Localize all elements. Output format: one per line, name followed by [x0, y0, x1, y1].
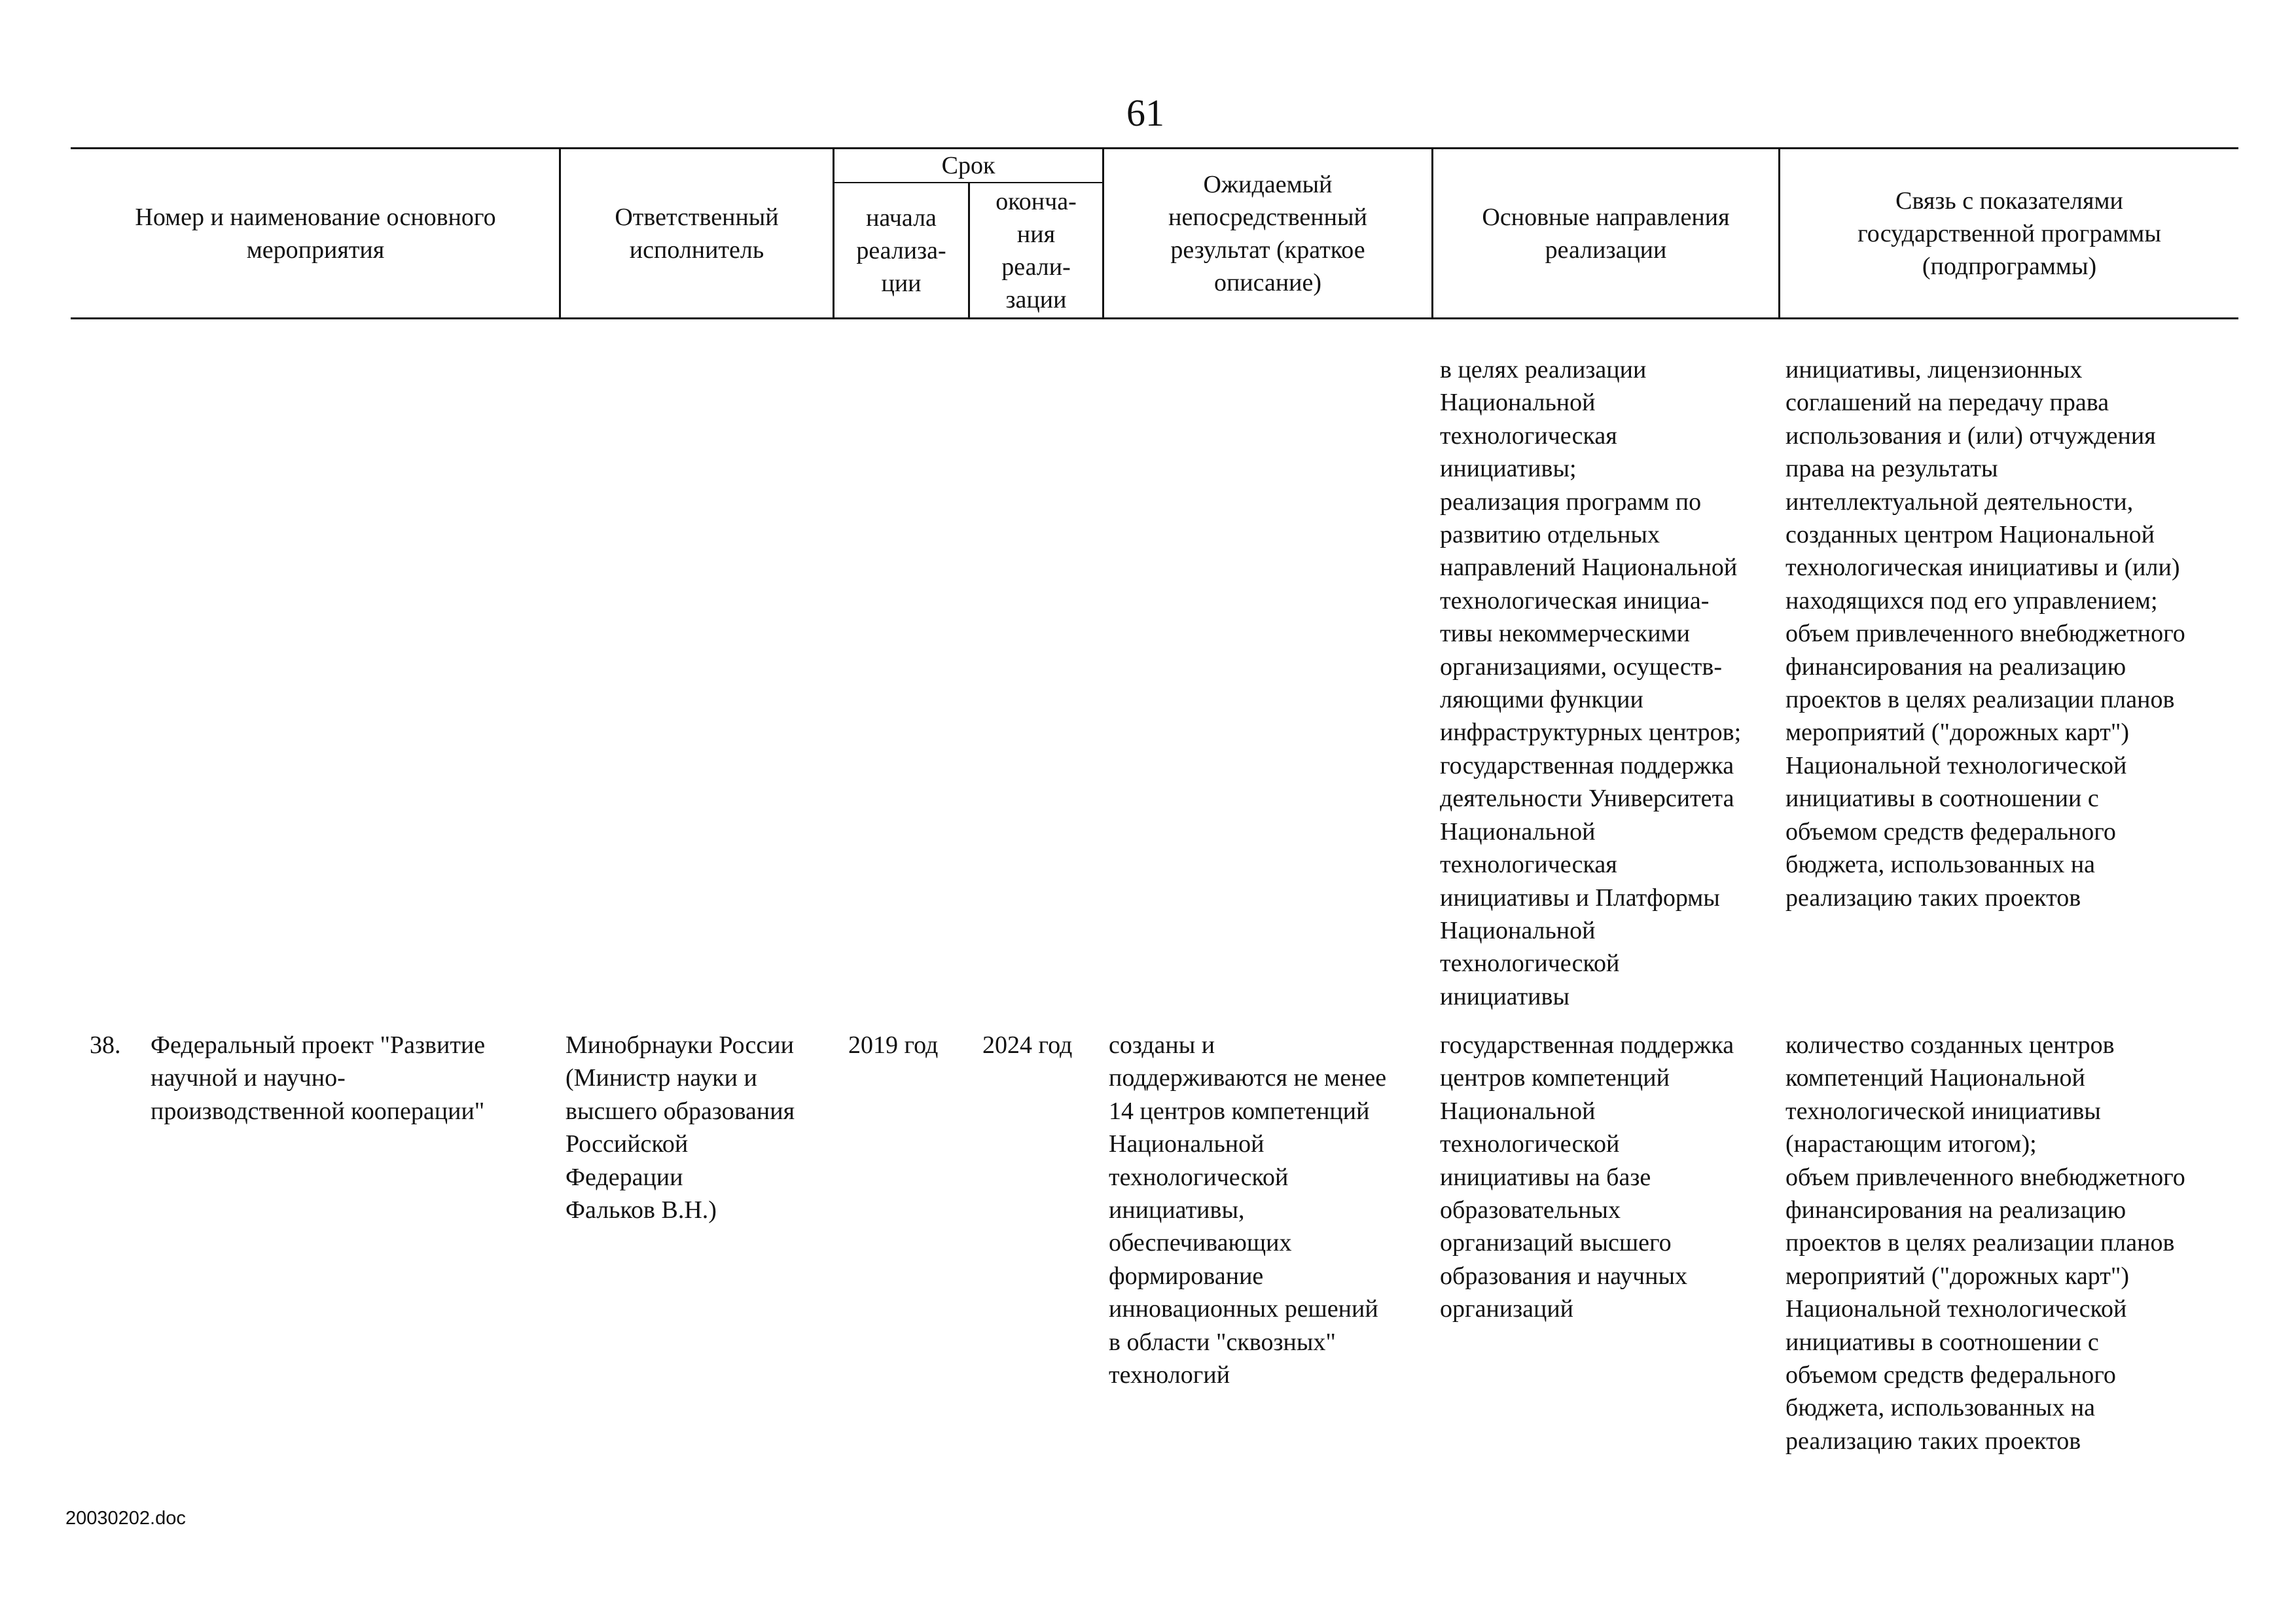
row2-number: 38.	[90, 1031, 121, 1059]
header-indicators: Связь с показателями государственной программы (подпрограммы)	[1857, 187, 2161, 280]
header-term: Срок	[941, 152, 996, 179]
row2-event: Федеральный проект "Развитие научной и научно- производственной кооперации"	[151, 1031, 486, 1125]
header-event: Номер и наименование основного мероприятия	[135, 203, 496, 264]
header-directions: Основные направления реализации	[1482, 203, 1730, 264]
row2-indicators: количество созданных центров компетенций Национальной технологической инициативы (нарастающим итогом); объем привлеченного внебюджетного финансирования на реализацию проектов в целях реализации планов мероприятий ("дорожных карт") Национальной технологической инициативы в соотношении с объемом средств федерального бюджета, использованных на реализацию таких проектов	[1785, 1031, 2185, 1455]
row2-executor: Минобрнауки России (Министр науки и высшего образования Российской Федерации Фальков В.Н.)	[565, 1031, 795, 1224]
footer-filename: 20030202.doc	[65, 1508, 186, 1529]
header-executor: Ответственный исполнитель	[615, 203, 779, 264]
row1-directions: в целях реализации Национальной технологическая инициативы; реализация программ по развитию отдельных направлений Национальной технологическая инициа- тивы некоммерческими организациями, осуществ- ляющими функции инфраструктурных центров; государственная поддержка деятельности Университета Национальной технологическая инициативы и Платформы Национальной технологической инициативы	[1440, 356, 1742, 1010]
row1-indicators: инициативы, лицензионных соглашений на передачу права использования и (или) отчуждения права на результаты интеллектуальной деятельности, созданных центром Национальной технологическая инициативы и (или) находящихся под его управлением; объем привлеченного внебюджетного финансирования на реализацию проектов в целях реализации планов мероприятий ("дорожных карт") Национальной технологической инициативы в соотношении с объемом средств федерального бюджета, использованных на реализацию таких проектов	[1785, 356, 2185, 912]
header-result: Ожидаемый непосредственный результат (краткое описание)	[1168, 170, 1367, 296]
header-end: оконча- ния реали- зации	[996, 187, 1077, 313]
row2-end: 2024 год	[982, 1031, 1073, 1059]
row2-directions: государственная поддержка центров компетенций Национальной технологической инициативы на базе образовательных организаций высшего образования и научных организаций	[1440, 1031, 1734, 1323]
row2-result: созданы и поддерживаются не менее 14 центров компетенций Национальной технологической инициативы, обеспечивающих формирование инновационных решений в области "сквозных" технологий	[1109, 1031, 1387, 1389]
header-bottom-border	[71, 317, 2238, 319]
page-number: 61	[1126, 92, 1164, 134]
row2-start: 2019 год	[848, 1031, 939, 1059]
header-start: начала реализа- ции	[856, 204, 946, 297]
